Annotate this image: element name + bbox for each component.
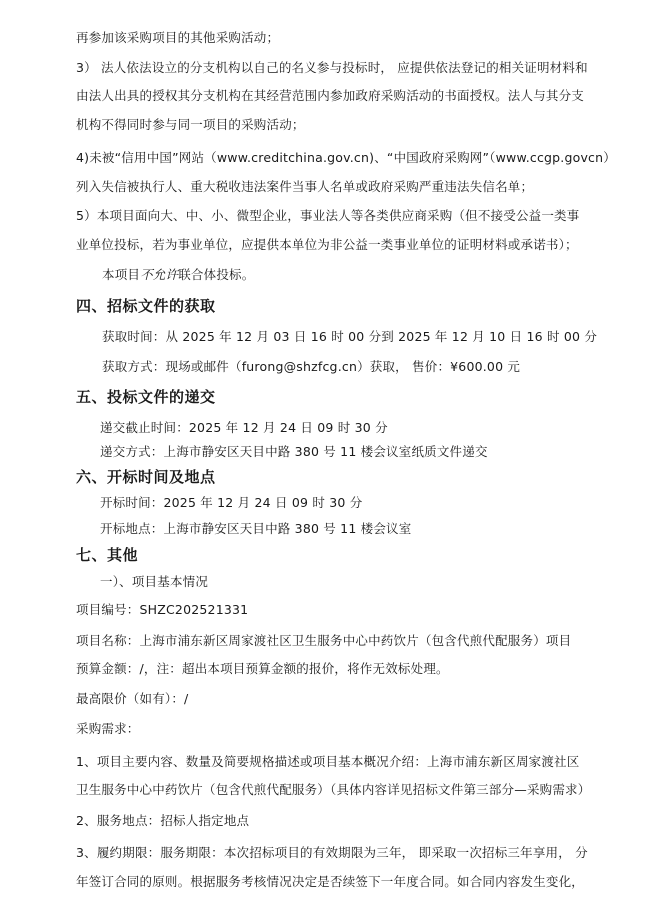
text-line: 预算金额：/，注：超出本项目预算金额的报价，将作无效标处理。 [76, 661, 449, 676]
text-line: 卫生服务中心中药饮片（包含代煎代配服务）（具体内容详见招标文件第三部分—采购需求） [76, 782, 591, 797]
text-line: 3） 法人依法设立的分支机构以自己的名义参与投标时， 应提供依法登记的相关证明材料和 [76, 60, 588, 75]
text-line: 机构不得同时参与同一项目的采购活动； [76, 117, 305, 132]
consortium-suffix: 联合体投标。 [178, 267, 255, 282]
subsection-heading: 一）、项目基本情况 [100, 574, 209, 589]
text-line: 年签订合同的原则。根据服务考核情况决定是否续签下一年度合同。如合同内容发生变化， [76, 874, 585, 889]
text-line: 3、履约期限：服务期限：本次招标项目的有效期限为三年， 即采取一次招标三年享用， 分 [76, 845, 588, 860]
section-heading: 七、其他 [76, 546, 139, 564]
submit-deadline: 递交截止时间：2025 年 12 月 24 日 09 时 30 分 [100, 420, 388, 435]
consortium-line [102, 266, 642, 284]
text-line: 再参加该采购项目的其他采购活动； [76, 30, 280, 45]
text-line: 4)未被“信用中国”网站（www.creditchina.gov.cn)、“中国政府采购网”（www.ccgp.govcn） [76, 150, 616, 165]
text-line: 采购需求： [76, 721, 140, 736]
section-heading: 五、投标文件的递交 [76, 388, 216, 406]
opening-time: 开标时间：2025 年 12 月 24 日 09 时 30 分 [100, 495, 363, 510]
text-line: 列入失信被执行人、重大税收违法案件当事人名单或政府采购严重违法失信名单； [76, 179, 534, 194]
section-heading: 四、招标文件的获取 [76, 297, 216, 315]
text-line: 最高限价（如有）：/ [76, 691, 189, 706]
consortium-value: 不允许 [140, 267, 179, 282]
consortium-prefix: 本项目 [102, 267, 141, 282]
text-line: 项目编号：SHZC202521331 [76, 602, 249, 617]
text-line: 项目名称：上海市浦东新区周家渡社区卫生服务中心中药饮片（包含代煎代配服务）项目 [76, 633, 572, 648]
text-line: 由法人出具的授权其分支机构在其经营范围内参加政府采购活动的书面授权。法人与其分支 [76, 88, 585, 103]
fetch-time: 获取时间：从 2025 年 12 月 03 日 16 时 00 分到 2025 年 12 月 10 日 16 时 00 分 [102, 329, 598, 344]
submit-method: 递交方式：上海市静安区天目中路 380 号 11 楼会议室纸质文件递交 [100, 444, 488, 459]
text-line: 业单位投标，若为事业单位，应提供本单位为非公益一类事业单位的证明材料或承诺书）； [76, 237, 578, 252]
opening-place: 开标地点：上海市静安区天目中路 380 号 11 楼会议室 [100, 521, 412, 536]
section-heading: 六、开标时间及地点 [76, 468, 216, 486]
text-line: 2、服务地点：招标人指定地点 [76, 813, 250, 828]
fetch-method: 获取方式：现场或邮件（furong@shzfcg.cn）获取， 售价：¥600.00 元 [102, 359, 521, 374]
text-line: 5）本项目面向大、中、小、微型企业，事业法人等各类供应商采购（但不接受公益一类事 [76, 208, 580, 223]
text-line: 1、项目主要内容、数量及简要规格描述或项目基本概况介绍：上海市浦东新区周家渡社区 [76, 754, 580, 769]
